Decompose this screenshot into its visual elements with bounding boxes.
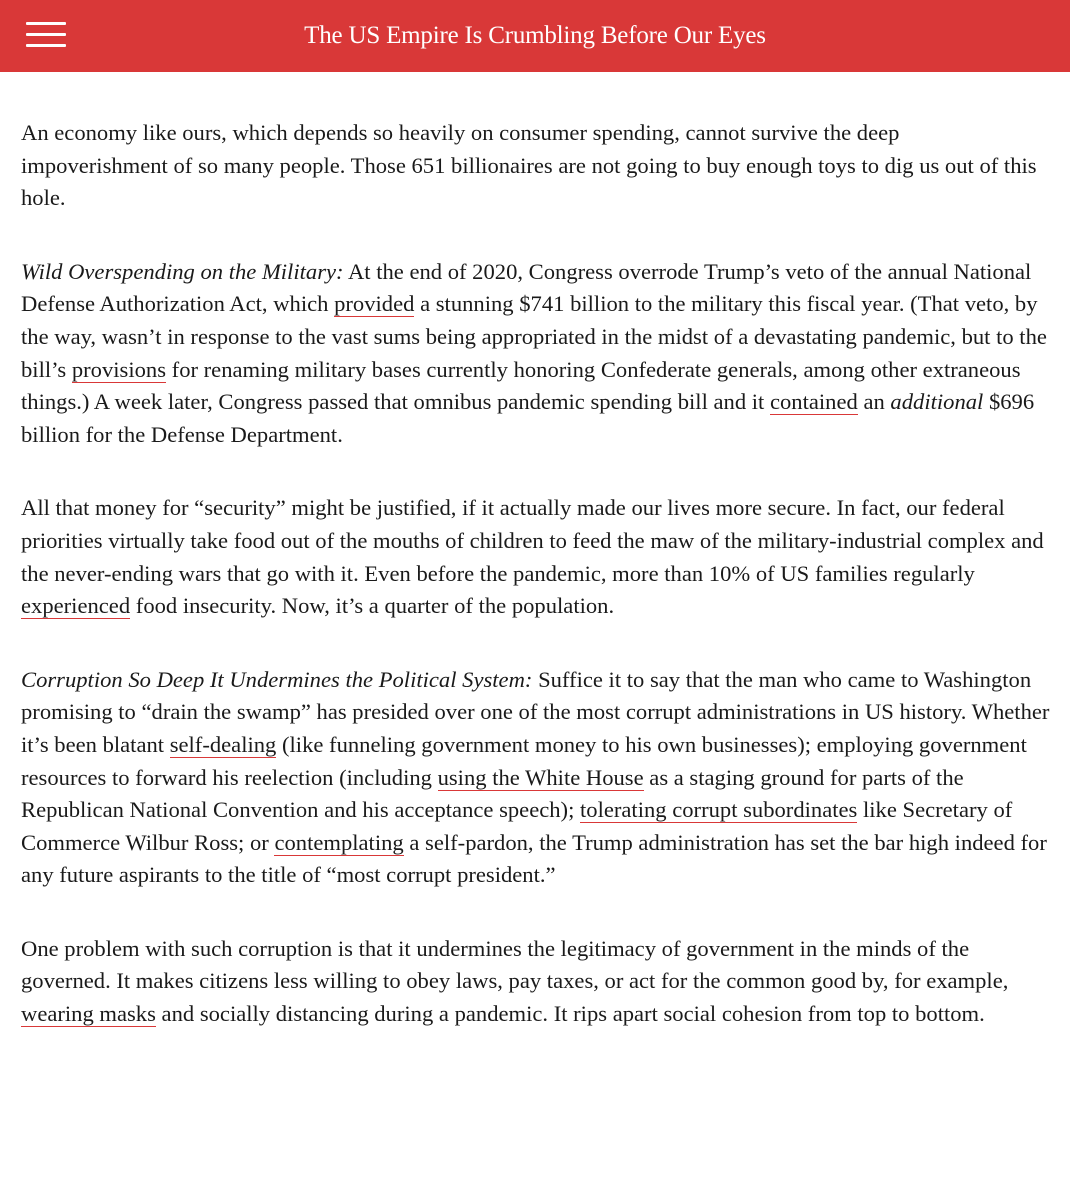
top-bar: [0, 0, 1070, 72]
link-contemplating[interactable]: contemplating: [274, 829, 404, 855]
paragraph-corruption: [21, 664, 1051, 892]
link-provisions[interactable]: provisions: [71, 356, 167, 382]
paragraph-text: a self-pardon, the Trump administration has set the bar high indeed for any future aspirants to the title of “most corrupt president.”: [21, 829, 1047, 888]
paragraph-text: food insecurity. Now, it’s a quarter of the population.: [130, 593, 615, 619]
paragraph-text: (like funneling government money to his own businesses); employing government resources to forward his reelection (including: [21, 731, 1027, 790]
section-heading-military: Wild Overspending on the Military:: [21, 258, 344, 284]
menu-line: [26, 22, 66, 25]
link-provided[interactable]: provided: [334, 291, 415, 317]
paragraph-military: [21, 256, 1051, 452]
link-experienced[interactable]: experienced: [21, 593, 131, 619]
menu-line: [26, 44, 66, 47]
paragraph-text: $696 billion for the Defense Department.: [21, 389, 1035, 447]
paragraph-text: Suffice it to say that the man who came to Washington promising to “drain the swamp” has presided over one of the most corrupt administrations in US history. Whether it’s been blatant: [21, 666, 1050, 757]
paragraph-text: and socially distancing during a pandemic. It rips apart social cohesion from top to bottom.: [155, 1001, 985, 1027]
section-heading-corruption: Corruption So Deep It Undermines the Political System:: [21, 666, 533, 692]
paragraph-text: An economy like ours, which depends so heavily on consumer spending, cannot survive the deep impoverishment of so many people. Those 651 billionaires are not going to buy enough toys to dig us out of this hole.: [21, 120, 1037, 211]
paragraph-text: One problem with such corruption is that it undermines the legitimacy of government in the minds of the governed. It makes citizens less willing to obey laws, pay taxes, or act for the common good by, for example,: [21, 935, 1009, 994]
paragraph-text: At the end of 2020, Congress overrode Trump’s veto of the annual National Defense Authorization Act, which: [21, 258, 1032, 317]
emphasis-additional: additional: [890, 389, 984, 415]
paragraph-text: an: [857, 389, 891, 415]
paragraph-legitimacy: [21, 933, 1051, 1031]
paragraph-text: as a staging ground for parts of the Republican National Convention and his acceptance speech);: [21, 764, 964, 823]
link-self-dealing[interactable]: self-dealing: [169, 731, 277, 757]
paragraph-text: like Secretary of Commerce Wilbur Ross; or: [21, 797, 1013, 855]
link-using-the-white-house[interactable]: using the White House: [437, 764, 644, 790]
article-body: [21, 117, 1051, 1072]
paragraph-text: a stunning $741 billion to the military this fiscal year. (That veto, by the way, wasn’t in response to the vast sums being appropriated in the midst of a devastating pandemic, but to the bill’s: [21, 291, 1047, 382]
link-tolerating-corrupt-subordinates[interactable]: tolerating corrupt subordinates: [580, 797, 858, 823]
paragraph-security: [21, 492, 1051, 622]
menu-line: [26, 33, 66, 36]
link-wearing-masks[interactable]: wearing masks: [21, 1001, 156, 1027]
paragraph-text: for renaming military bases currently honoring Confederate generals, among other extraneous things.) A week later, Congress passed that omnibus pandemic spending bill and it: [21, 356, 1021, 415]
paragraph-text: All that money for “security” might be justified, if it actually made our lives more secure. In fact, our federal priorities virtually take food out of the mouths of children to feed the maw of the military-industrial complex and the never-ending wars that go with it. Even before the pandemic, more than 10% of US families regularly: [21, 495, 1044, 586]
link-contained[interactable]: contained: [769, 389, 858, 415]
page-title: The US Empire Is Crumbling Before Our Eyes: [304, 22, 766, 49]
hamburger-menu-icon[interactable]: [26, 22, 66, 48]
paragraph-consumer-spending: [21, 117, 1051, 215]
